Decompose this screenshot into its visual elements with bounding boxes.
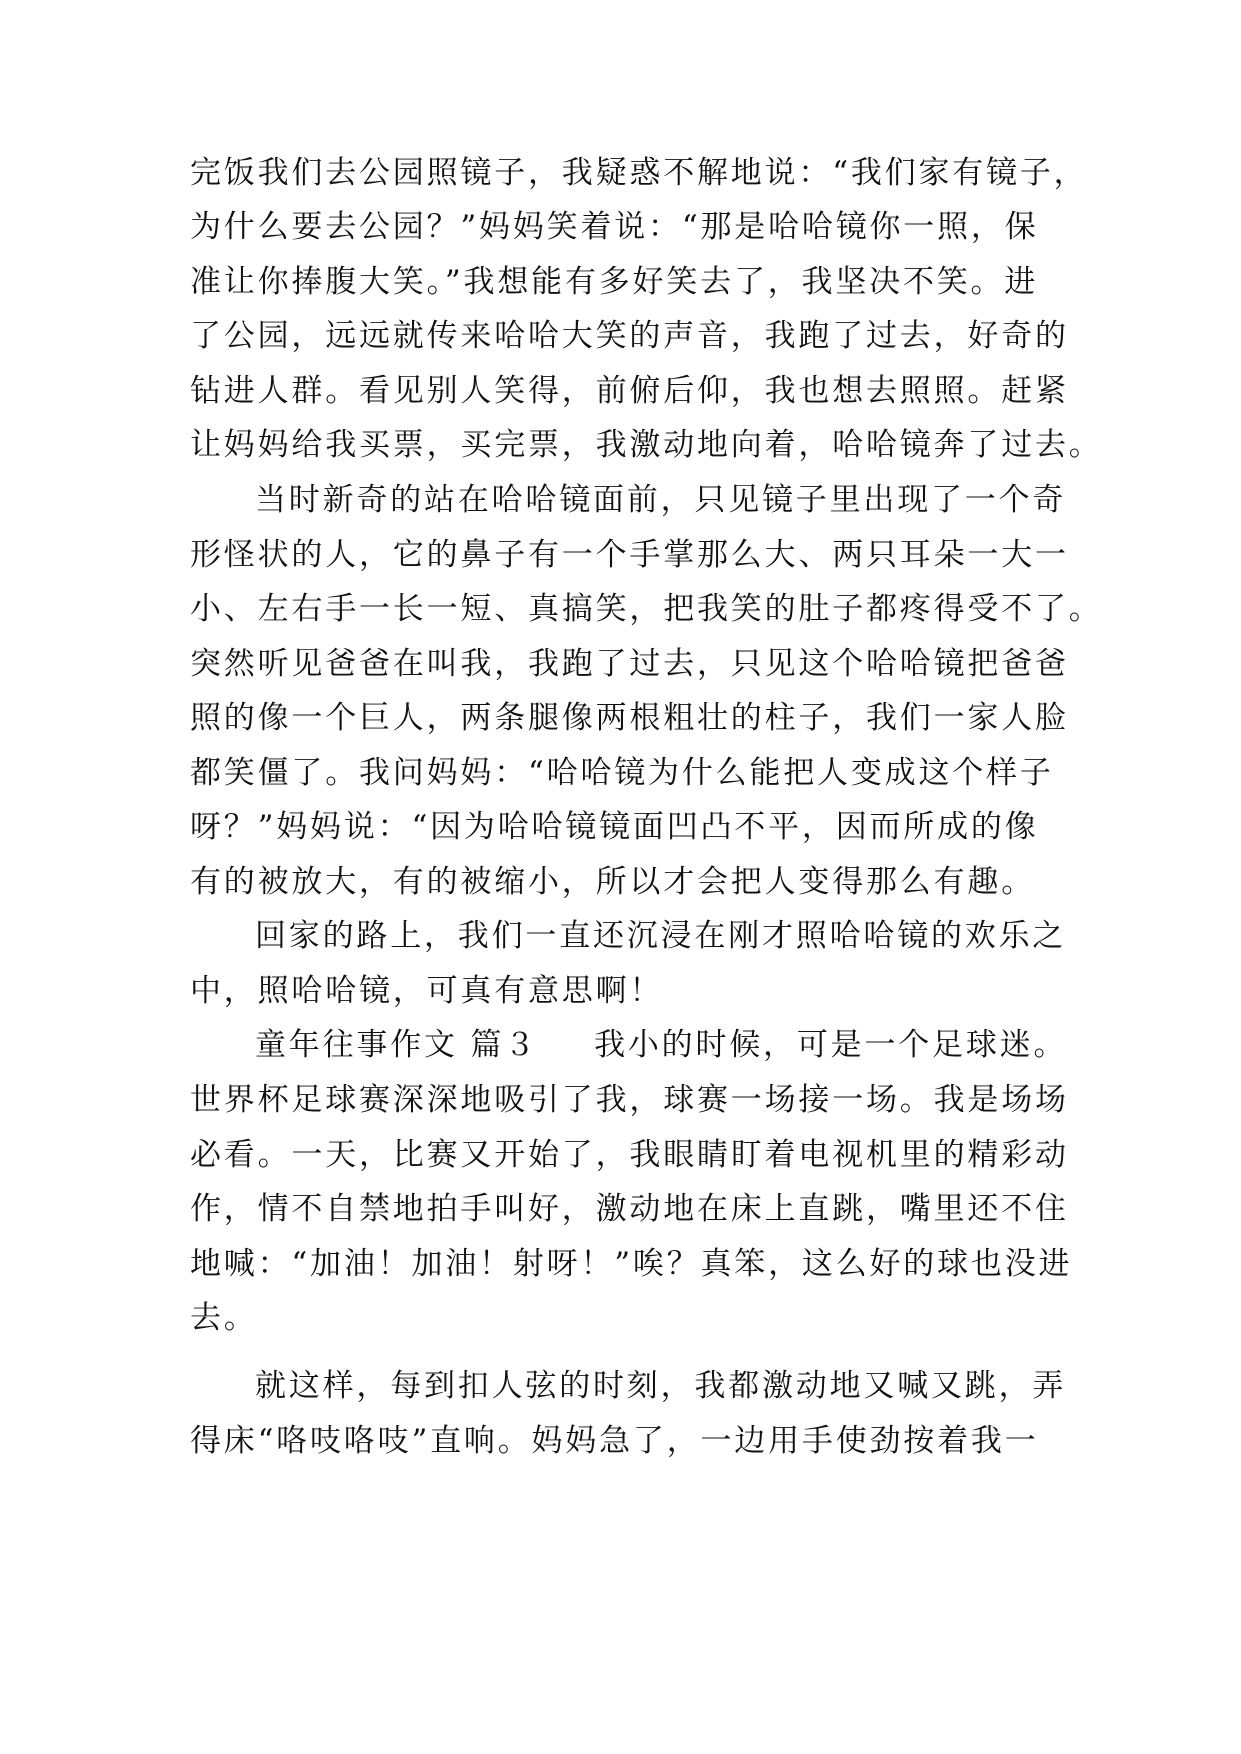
text-line: 作，情不自禁地拍手叫好，激动地在床上直跳，嘴里还不住	[190, 1191, 1069, 1227]
text-line: 有的被放大，有的被缩小，所以才会把人变得那么有趣。	[190, 864, 1035, 900]
text-line: 小、左右手一长一短、真搞笑，把我笑的肚子都疼得受不了。	[190, 591, 1103, 627]
text-line: 都笑僵了。我问妈妈：“哈哈镜为什么能把人变成这个样子	[190, 755, 1054, 791]
section-heading: 童年往事作文 篇３	[255, 1027, 539, 1063]
text-line: 照的像一个巨人，两条腿像两根粗壮的柱子，我们一家人脸	[190, 700, 1069, 736]
text-line: 钻进人群。看见别人笑得，前俯后仰，我也想去照照。赶紧	[190, 373, 1069, 409]
section-heading-line	[255, 1025, 1067, 1065]
text-line: 为什么要去公园？”妈妈笑着说：“那是哈哈镜你一照，保	[190, 209, 1039, 245]
paragraph-first-line: 回家的路上，我们一直还沉浸在刚才照哈哈镜的欢乐之	[255, 918, 1067, 954]
text-line: 得床“咯吱咯吱”直响。妈妈急了，一边用手使劲按着我一	[190, 1423, 1039, 1459]
text-line: 地喊：“加油！加油！射呀！”唉？真笨，这么好的球也没进	[190, 1246, 1073, 1282]
paragraph-first-line: 就这样，每到扣人弦的时刻，我都激动地又喊又跳，弄	[255, 1368, 1067, 1404]
paragraph-first-line: 当时新奇的站在哈哈镜面前，只见镜子里出现了一个奇	[255, 482, 1067, 518]
text-line: 准让你捧腹大笑。”我想能有多好笑去了，我坚决不笑。进	[190, 264, 1039, 300]
text-line: 让妈妈给我买票，买完票，我激动地向着，哈哈镜奔了过去。	[190, 427, 1103, 463]
text-line: 呀？”妈妈说：“因为哈哈镜镜面凹凸不平，因而所成的像	[190, 809, 1039, 845]
text-line: 形怪状的人，它的鼻子有一个手掌那么大、两只耳朵一大一	[190, 537, 1069, 573]
text-line: 完饭我们去公园照镜子，我疑惑不解地说：“我们家有镜子，	[190, 155, 1088, 191]
section-first-text: 我小的时候，可是一个足球迷。	[594, 1027, 1068, 1063]
text-line: 了公园，远远就传来哈哈大笑的声音，我跑了过去，好奇的	[190, 318, 1069, 354]
text-line: 突然听见爸爸在叫我，我跑了过去，只见这个哈哈镜把爸爸	[190, 646, 1069, 682]
text-line: 去。	[190, 1300, 258, 1336]
text-line: 世界杯足球赛深深地吸引了我，球赛一场接一场。我是场场	[190, 1082, 1069, 1118]
text-line: 中，照哈哈镜，可真有意思啊！	[190, 973, 664, 1009]
text-line: 必看。一天，比赛又开始了，我眼睛盯着电视机里的精彩动	[190, 1137, 1069, 1173]
